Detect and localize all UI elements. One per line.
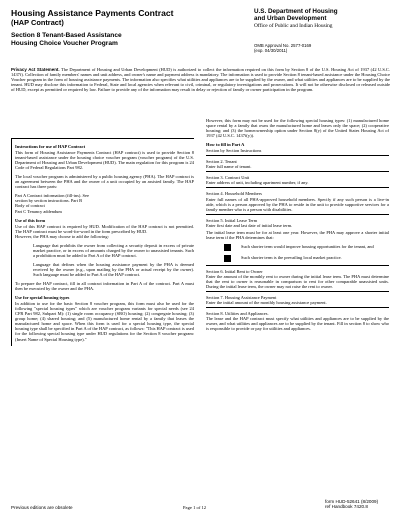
part-b-line: Body of contract: [15, 203, 45, 209]
special-housing-heading: Use for special housing types: [15, 295, 70, 301]
section-divider: [206, 187, 389, 188]
use-paragraph-2: However, the PHA may choose to add the following:: [15, 233, 109, 239]
use-paragraph-1: Use of this HAP contract is required by HUD. Modification of the HAP contract is not permitted. The HAP contract must be word-for-word in the form prescribed by HUD.: [15, 223, 194, 234]
part-a-line-2: section by section instructions. Part B: [15, 198, 83, 204]
optional-language-2: Language that defines when the housing assistance payment by the PHA is deemed received by the owner (e.g., upon mailing by the PHA or actual receipt by the owner). Such language must be added to Part A of the HAP contract.: [33, 261, 194, 277]
section-6-text: Enter the amount of the monthly rent to owner during the initial lease term. The PHA must determine that the rent to owner is reasonable in comparison to rent for other comparable unassisted units. During the initial lease term, the owner may not raise the rent to owner.: [206, 273, 389, 289]
privacy-act-statement: [11, 67, 390, 92]
fill-in-heading: How to fill in Part A: [206, 142, 245, 148]
bullet-text: Such shorter term would improve housing opportunities for the tenant, and: [241, 243, 374, 249]
special-types-continued: However, this form may not be used for the following special housing types: (1) manufactured home space rental by a family that owns the manufactured home and leases only the space; (2) cooperative housing; and (3) the homeownership option under Section 8(y) of the United States Housing Act of 1937 (42 U.S.C. 1437f(y)).: [206, 118, 389, 139]
section-5-text-1: Enter first date and last date of initial lease term.: [206, 222, 293, 228]
section-divider: [206, 307, 389, 308]
contract-parts-list: [15, 193, 194, 213]
section-6-heading: Section 6. Initial Rent to Owner: [206, 268, 263, 274]
use-of-form-heading: Use of this form: [15, 217, 46, 223]
privacy-label: Privacy Act Statement.: [11, 67, 60, 72]
instructions-column-right: [206, 118, 389, 335]
section-5-bullet-1: [224, 244, 389, 251]
section-5-text-2: The initial lease term must be for at least one year. However, the PHA may approve a shorter initial lease term if the PHA determines that:: [206, 229, 389, 240]
use-paragraph-3: To prepare the HAP contract, fill in all contract information in Part A of the contract. Part A must then be executed by the owner and the PHA.: [15, 281, 194, 292]
instructions-paragraph-2: The local voucher program is administered by a public housing agency (PHA). The HAP contract is an agreement between the PHA and the owner of a unit occupied by an assisted family. The HAP contract has three parts:: [15, 174, 194, 190]
footer-obsolete-note: Previous editions are obsolete: [11, 505, 73, 510]
part-a-line-1: Part A Contract information (fill-ins). See: [15, 193, 89, 199]
section-4-heading: Section 4. Household Members: [206, 191, 262, 197]
instructions-heading: Instructions for use of HAP Contract: [15, 144, 86, 149]
bullet-square-icon: [224, 244, 231, 251]
agency-block: [254, 8, 394, 30]
agency-office: Office of Public and Indian Housing: [254, 22, 333, 29]
agency-name-line-1: U.S. Department of Housing: [254, 8, 338, 15]
form-number-block: [325, 499, 378, 509]
section-divider: [206, 214, 389, 215]
bullet-text: Such shorter term is the prevailing local market practice.: [241, 254, 342, 260]
part-c-line: Part C Tenancy addendum: [15, 208, 62, 214]
instructions-paragraph-1: This form of Housing Assistance Payments Contract (HAP contract) is used to provide Section 8 tenant-based assistance under the housing choice voucher program (voucher program) of the U.S. Department of Housing and Urban Development (HUD). The main regulation for this program is 24 Code of Federal Regulations Part 982.: [15, 150, 194, 171]
section-line-1: Section 8 Tenant-Based Assistance: [11, 32, 122, 39]
form-number: form HUD-52641 (8/2009): [325, 499, 379, 504]
omb-number: OMB Approval No. 2577-0169: [254, 43, 312, 48]
handbook-reference: ref Handbook 7420.8: [325, 504, 368, 510]
section-8-heading: Section 8. Utilities and Appliances.: [206, 311, 269, 317]
section-7-text: Enter the initial amount of the monthly housing assistance payment.: [206, 300, 327, 306]
section-2-heading: Section 2. Tenant: [206, 159, 237, 165]
section-2-text: Enter full name of tenant.: [206, 164, 252, 170]
special-housing-paragraph: In addition to use for the basic Section 8 voucher program, this form must also be used for the following "special housing types" which are voucher program variants for special needs (see 24 CFR Part 982, Subpart M): (1) single room occupancy (SRO) housing; (2) congregate housing; (3) group home; (4) shared housing; and (5) manufactured home rental by a family that leases the manufactured home and space. When this form is used for a special housing type, the special housing type shall be specified in Part A of the HAP contract, as follows: "This HAP contract is used for the following special housing type under HUD regulations for the Section 8 voucher program: (Insert Name of Special Housing type).": [15, 301, 194, 342]
section-divider: [206, 291, 389, 292]
section-divider: [206, 265, 389, 266]
form-subtitle: (HAP Contract): [11, 18, 64, 27]
section-7-heading: Section 7. Housing Assistance Payment: [206, 295, 277, 301]
privacy-text: The Department of Housing and Urban Development (HUD) is authorized to collect the information required on this form by Section 8 of the U.S. Housing Act of 1937 (42 U.S.C. 1437f). Collection of family members' names and unit address, and owner's name and payment address is mandatory. The information is used to provide Section 8 tenant-based assistance under the Housing Choice Voucher program in the form of housing assistance payments. The information also specifies what utilities and appliances are to be supplied by the owner, and what utilities and appliances are to be supplied by the tenant. HUD may disclose this information to Federal, State and local agencies when relevant to civil, criminal, or regulatory investigations and prosecutions. It will not be otherwise disclosed or released outside of HUD, except as permitted or required by law. Failure to provide any of the information may result in delay or rejection of family or owner participation in the program.: [11, 67, 390, 93]
section-8-text: The lease and the HAP contract must specify what utilities and appliances are to be supplied by the owner, and what utilities and appliances are to be supplied by the tenant. Fill in section 8 to show who is responsible to provide or pay for utilities and appliances.: [206, 316, 389, 332]
section-4-text: Enter full names of all PHA-approved household members. Specify if any such person is a live-in aide, which is a person approved by the PHA to reside in the unit to provide supportive services for a family member who is a person with disabilities.: [206, 196, 389, 212]
form-title: Housing Assistance Payments Contract: [11, 8, 174, 18]
agency-name-line-2: and Urban Development: [254, 15, 327, 23]
section-3-heading: Section 3. Contract Unit: [206, 175, 250, 181]
section-5-heading: Section 5. Initial Lease Term: [206, 217, 258, 223]
omb-approval: [254, 44, 311, 53]
form-title-block: [11, 8, 221, 48]
section-5-bullet-2: [224, 255, 389, 262]
page-number: Page 1 of 12: [183, 505, 207, 510]
omb-expiration: (exp. 04/30/2011): [254, 47, 288, 53]
section-3-text: Enter address of unit, including apartment number, if any.: [206, 180, 309, 186]
bullet-square-icon: [224, 255, 231, 262]
section-divider: [206, 171, 389, 172]
instructions-column-left: [11, 138, 194, 346]
section-divider: [206, 155, 389, 156]
fill-in-subheading: Section by Section Instructions: [206, 148, 262, 154]
section-line-2: Housing Choice Voucher Program: [11, 40, 118, 47]
optional-language-1: Language that prohibits the owner from collecting a security deposit in excess of private market practice, or in excess of amounts charged by the owner to unassisted tenants. Such a prohibition must be added to Part A of the HAP contract.: [33, 242, 194, 258]
